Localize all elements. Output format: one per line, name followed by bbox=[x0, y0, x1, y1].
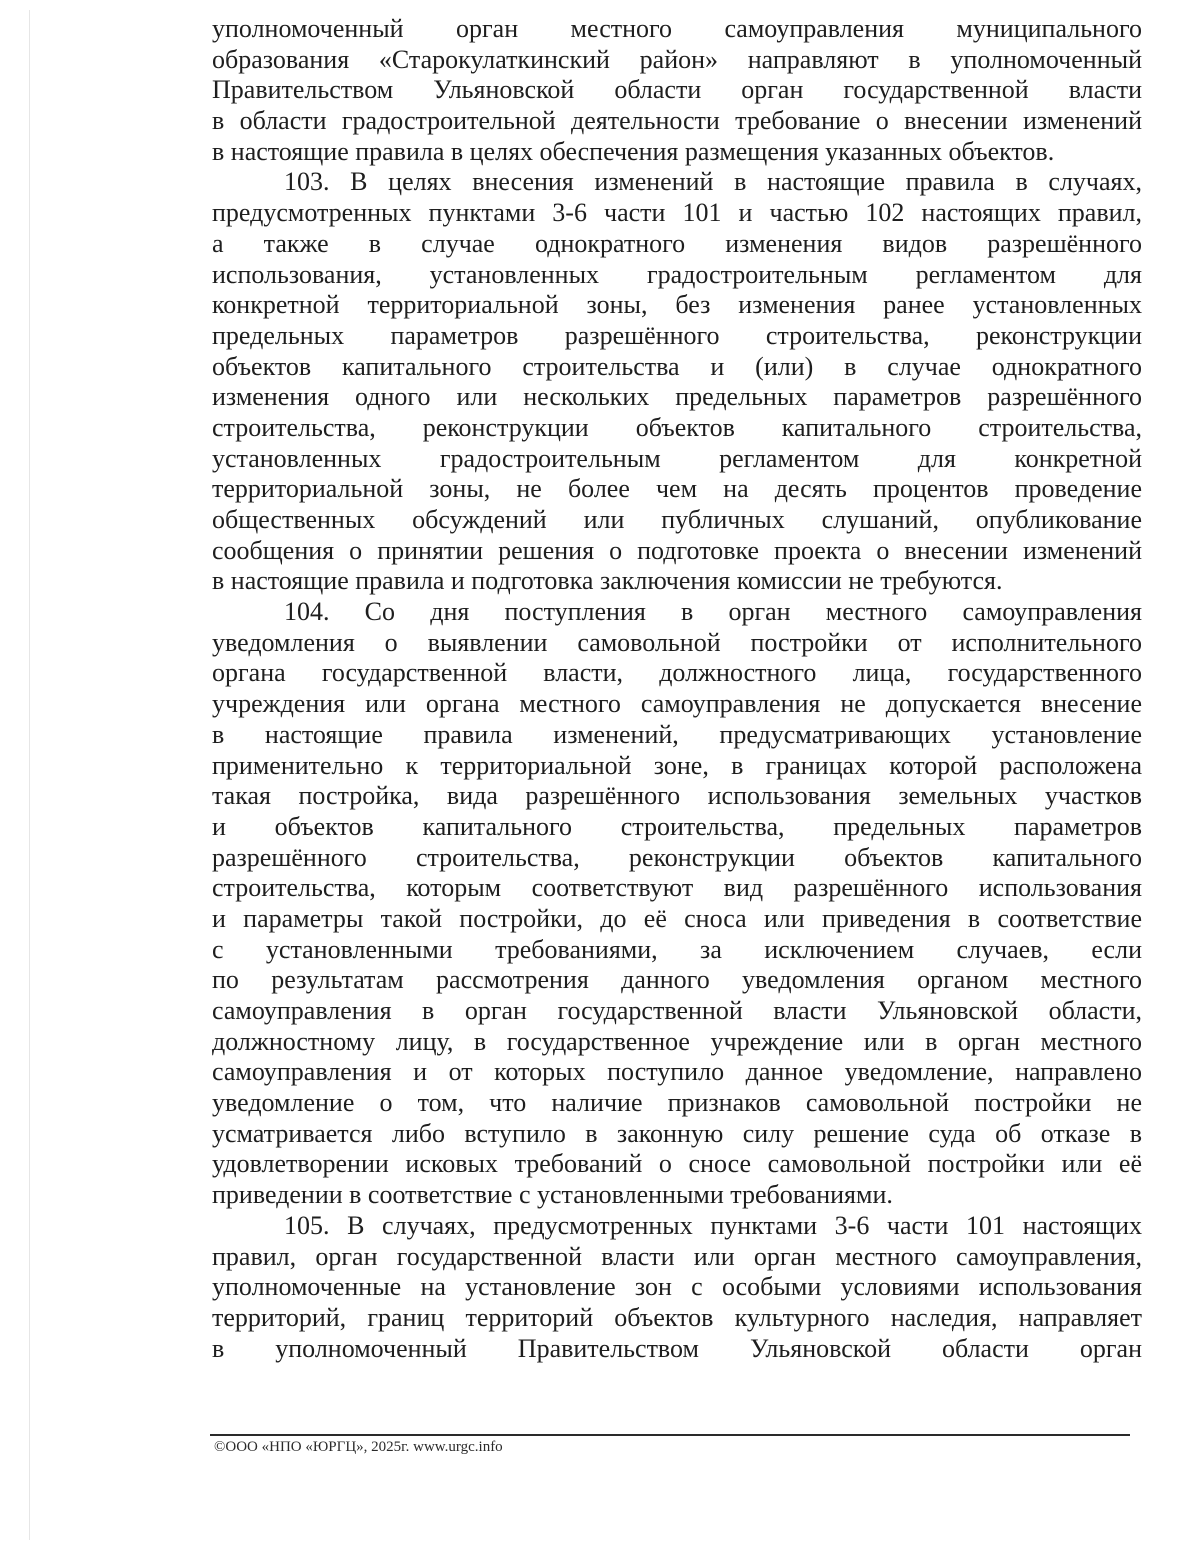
text-line: использования, установленных градостроительным регламентом для bbox=[212, 259, 1142, 289]
text-line: Правительством Ульяновской области орган государственной власти bbox=[212, 75, 1142, 105]
text-line: по результатам рассмотрения данного уведомления органом местного bbox=[212, 965, 1142, 995]
text-line: территорий, границ территорий объектов культурного наследия, направляет bbox=[212, 1302, 1142, 1332]
text-line: изменения одного или нескольких предельных параметров разрешённого bbox=[212, 382, 1142, 412]
text-line: 104. Со дня поступления в орган местного самоуправления bbox=[284, 597, 1142, 627]
text-line: применительно к территориальной зоне, в границах которой расположена bbox=[212, 750, 1142, 780]
footer-divider bbox=[210, 1434, 1130, 1436]
text-line: удовлетворении исковых требований о сносе самовольной постройки или её bbox=[212, 1149, 1142, 1179]
text-line: уведомление о том, что наличие признаков самовольной постройки не bbox=[212, 1088, 1142, 1118]
text-line: самоуправления и от которых поступило данное уведомление, направлено bbox=[212, 1057, 1142, 1087]
text-line: органа государственной власти, должностного лица, государственного bbox=[212, 658, 1142, 688]
text-line: усматривается либо вступило в законную силу решение суда об отказе в bbox=[212, 1118, 1142, 1148]
text-line: уполномоченные на установление зон с особыми условиями использования bbox=[212, 1272, 1142, 1302]
text-line: строительства, реконструкции объектов капитального строительства, bbox=[212, 412, 1142, 442]
text-line: в уполномоченный Правительством Ульяновской области орган bbox=[212, 1333, 1142, 1363]
text-line: и параметры такой постройки, до её сноса или приведения в соответствие bbox=[212, 903, 1142, 933]
text-line: конкретной территориальной зоны, без изменения ранее установленных bbox=[212, 290, 1142, 320]
text-line: образования «Старокулаткинский район» направляют в уполномоченный bbox=[212, 44, 1142, 74]
text-line: уведомления о выявлении самовольной постройки от исполнительного bbox=[212, 627, 1142, 657]
text-line: сообщения о принятии решения о подготовке проекта о внесении изменений bbox=[212, 535, 1142, 565]
text-line: общественных обсуждений или публичных слушаний, опубликование bbox=[212, 505, 1142, 534]
text-line: строительства, которым соответствуют вид разрешённого использования bbox=[212, 873, 1142, 903]
text-line: правил, орган государственной власти или орган местного самоуправления, bbox=[212, 1241, 1142, 1271]
text-line: с установленными требованиями, за исключением случаев, если bbox=[212, 934, 1142, 964]
document-body bbox=[212, 14, 1142, 1364]
text-line: территориальной зоны, не более чем на десять процентов проведение bbox=[212, 474, 1142, 504]
text-line: установленных градостроительным регламентом для конкретной bbox=[212, 443, 1142, 473]
text-line: разрешённого строительства, реконструкции объектов капитального bbox=[212, 842, 1142, 872]
text-line: уполномоченный орган местного самоуправления муниципального bbox=[212, 14, 1142, 43]
text-line: в настоящие правила в целях обеспечения размещения указанных объектов. bbox=[212, 136, 1055, 166]
text-line: в настоящие правила и подготовка заключения комиссии не требуются. bbox=[212, 566, 1003, 596]
text-line: а также в случае однократного изменения видов разрешённого bbox=[212, 228, 1142, 258]
text-line: в области градостроительной деятельности требование о внесении изменений bbox=[212, 106, 1142, 136]
text-line: предельных параметров разрешённого строительства, реконструкции bbox=[212, 320, 1142, 350]
text-line: предусмотренных пунктами 3-6 части 101 и частью 102 настоящих правил, bbox=[212, 198, 1142, 228]
text-line: 103. В целях внесения изменений в настоящие правила в случаях, bbox=[284, 167, 1142, 197]
footer-copyright: ©ООО «НПО «ЮРГЦ», 2025г. www.urgc.info bbox=[214, 1439, 503, 1455]
text-line: должностному лицу, в государственное учреждение или в орган местного bbox=[212, 1026, 1142, 1056]
text-line: такая постройка, вида разрешённого использования земельных участков bbox=[212, 781, 1142, 811]
text-line: в настоящие правила изменений, предусматривающих установление bbox=[212, 719, 1142, 749]
text-line: учреждения или органа местного самоуправления не допускается внесение bbox=[212, 689, 1142, 719]
text-line: приведении в соответствие с установленными требованиями. bbox=[212, 1180, 893, 1210]
text-line: объектов капитального строительства и (или) в случае однократного bbox=[212, 351, 1142, 381]
text-line: 105. В случаях, предусмотренных пунктами 3-6 части 101 настоящих bbox=[284, 1210, 1142, 1240]
text-line: самоуправления в орган государственной власти Ульяновской области, bbox=[212, 996, 1142, 1025]
text-line: и объектов капитального строительства, предельных параметров bbox=[212, 811, 1142, 841]
scan-edge bbox=[29, 10, 30, 1540]
